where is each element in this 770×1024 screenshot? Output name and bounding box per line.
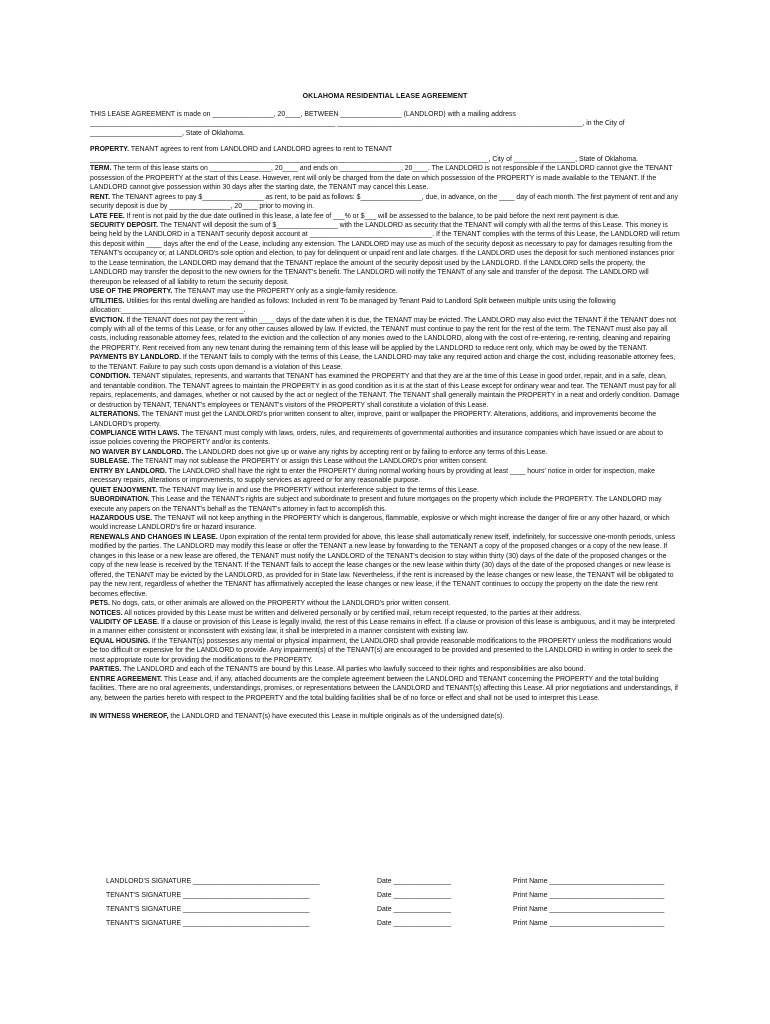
paragraph-text: This Lease and, if any, attached documents are the complete agreement between the LANDLORD and TENANT concerning the PROPERTY and the total building facilities. There are no oral agreements, understandings, promises, or representations between the LANDLORD and TENANT(s) affecting this Lease. All prior negotiations and understandings, if any, between the parties hereto with respect to the PROPERTY and the total building facilities shall be of no force or effect and shall not be used to interpret this Lease.: [90, 675, 678, 702]
subordination-clause: [90, 495, 680, 514]
paragraph-text: The TENANT may not sublease the PROPERTY or assign this Lease without the LANDLORD's prior written consent.: [131, 458, 488, 466]
paragraph-text: The TENANT must comply with laws, orders, rules, and requirements of governmental authorities and insurance companies which have issued or are about to issue policies covering the PROPERTY and/or its contents.: [90, 429, 663, 447]
paragraph-text: Utilities for this rental dwelling are handled as follows: Included in rent To be managed by Tenant Paid to Landlord Split between multiple units using the following allocation:________________________________.: [90, 297, 616, 315]
paragraph-heading: USE OF THE PROPERTY.: [90, 288, 173, 296]
paragraph-text: the LANDLORD and TENANT(s) have executed this Lease in multiple originals as of the undersigned date(s).: [170, 713, 505, 721]
tenant-signature-row: [0, 892, 770, 902]
paragraph-heading: SUBLEASE.: [90, 458, 130, 466]
paragraph-heading: ALTERATIONS.: [90, 411, 140, 419]
tenant-signature-row: [0, 906, 770, 916]
paragraph-text: TENANT agrees to rent from LANDLORD and LANDLORD agrees to rent to TENANT ________________________________________________________________________________________________________, City of ________________, State of Oklahoma.: [90, 146, 638, 163]
print-name-line[interactable]: Print Name ______________________________: [513, 878, 665, 885]
paragraph-heading: VALIDITY OF LEASE.: [90, 619, 160, 627]
quiet-enjoyment-clause: [90, 486, 680, 495]
print-name-line[interactable]: Print Name ______________________________: [513, 906, 665, 913]
condition-clause: [90, 372, 680, 410]
entire-agreement-clause: [90, 675, 680, 703]
paragraph-heading: RENT.: [90, 193, 110, 201]
paragraph-text: TENANT stipulates, represents, and warrants that TENANT has examined the PROPERTY and that they are at the time of this Lease in good order, repair, and in a safe, clean, and tenantable condition. The TENANT agrees to maintain the PROPERTY in as good condition as it is at the start of this Lease except for ordinary wear and tear. The TENANT must pay for all repairs, replacements, and damages, whether or not caused by the act or neglect of the TENANT. The TENANT shall generally maintain the PROPERTY in a neat and orderly condition. Damage or destruction by TENANT, TENANT's employees or TENANT's visitors of the PROPERTY shall constitute a violation of this Lease.: [90, 373, 680, 409]
term-clause: [90, 164, 680, 192]
paragraph-text: THIS LEASE AGREEMENT is made on ________________, 20____, BETWEEN ________________ (LANDLORD) with a mailing address ________________________________________________________________ ________________________________________________________________, in the City of ________________________, State of Oklahoma.: [90, 111, 625, 137]
paragraph-heading: NOTICES.: [90, 609, 123, 617]
paragraph-heading: PETS.: [90, 600, 110, 608]
sublease-clause: [90, 457, 680, 466]
paragraph-text: This Lease and the TENANT's rights are subject and subordinate to present and future mortgages on the property which include the PROPERTY. The LANDLORD may execute any papers on the TENANT's behalf as the TENANT's attorney in fact to accomplish this.: [90, 496, 662, 513]
landlord-signature-row: [0, 878, 770, 888]
paragraph-text: The TENANT will deposit the sum of $________________ with the LANDLORD as security that the TENANT will comply with all the terms of this Lease. This money is being held by the LANDLORD in a TENANT security deposit account at ________________________________. If the TENANT complies with the terms of this Lease, the LANDLORD will return this deposit within ____ days after the end of the Lease, including any extension. The LANDLORD may use as much of the security deposit as necessary to pay for damages resulting from the TENANT's occupancy or, at LANDLORD's sole option and election, to pay for delinquent or unpaid rent and late charges. If the LANDLORD uses the deposit for such mentioned instances prior to the Lease termination, the LANDLORD may demand that the TENANT replace the amount of the security deposit used by the LANDLORD. If the LANDLORD sells the property, the LANDLORD may transfer the deposit to the new owners for the TENANT's benefit. The LANDLORD will notify the TENANT of any sale and transfer of the deposit. The LANDLORD will thereupon be released of all liability to return the security deposit.: [90, 221, 680, 286]
paragraph-text: If the TENANT fails to comply with the terms of this Lease, the LANDLORD may take any required action and charge the cost, including reasonable attorney fees, to the TENANT. Failure to pay such costs upon demand is a violation of this Lease.: [90, 354, 676, 371]
alterations-clause: [90, 410, 680, 429]
signature-line[interactable]: TENANT'S SIGNATURE _________________________________: [106, 920, 310, 927]
payments-by-landlord-clause: [90, 353, 680, 372]
validity-clause: [90, 618, 680, 637]
print-name-line[interactable]: Print Name ______________________________: [513, 892, 665, 899]
paragraph-text: The TENANT must get the LANDLORD's prior written consent to alter, improve, paint or wallpaper the PROPERTY. Alterations, additions, and improvements become the LANDLORD's property.: [90, 411, 657, 428]
paragraph-text: The TENANT agrees to pay $________________ as rent, to be paid as follows: $________________, due, in advance, on the ____ day of each month. The first payment of rent and any security deposit is due by ________________, 20____ prior to moving in.: [90, 193, 678, 211]
paragraph-text: All notices provided by this Lease must be written and delivered personally or by certified mail, return receipt requested, to the parties at their address.: [124, 609, 582, 617]
date-line[interactable]: Date _______________: [377, 892, 451, 899]
paragraph-text: The TENANT may live in and use the PROPERTY without interference subject to the terms of this Lease.: [158, 486, 479, 494]
paragraph-text: Upon expiration of the rental term provided for above, this lease shall automatically renew itself, indefinitely, for successive one-month periods, unless modified by the parties. The LANDLORD may modify this lease or offer the TENANT a new lease by forwarding to the TENANT a copy of the proposed changes or a copy of the new lease. If changes in this lease or a new lease are offered, the TENANT must notify the LANDLORD of the TENANT's decision to stay within thirty (30) days of the date of the proposed changes or the copy of the new lease is received by the TENANT. If the TENANT fails to accept the lease changes or the new lease within thirty (30) days of the date of the proposed changes or new lease is offered, the TENANT may be evicted by the LANDLORD, as provided for in State law. Nevertheless, if the rent is increased by the lease changes or new lease, the TENANT will be obligated to pay the new rent, regardless of whether the TENANT has affirmatively accepted the lease changes or new lease, if the TENANT continues to occupy the property on the date the new rent becomes effective.: [90, 533, 676, 598]
paragraph-heading: PARTIES.: [90, 666, 122, 674]
paragraph-text: The LANDLORD does not give up or waive any rights by accepting rent or by failing to enforce any terms of this Lease.: [185, 448, 548, 456]
paragraph-heading: ENTIRE AGREEMENT.: [90, 675, 163, 683]
paragraph-text: The LANDLORD and each of the TENANTS are bound by this Lease. All parties who lawfully succeed to their rights and responsibilities are also bound.: [123, 666, 586, 674]
paragraph-text: No dogs, cats, or other animals are allowed on the PROPERTY without the LANDLORD's prior written consent.: [111, 600, 451, 608]
renewals-clause: [90, 533, 680, 599]
compliance-clause: [90, 429, 680, 448]
paragraph-heading: SUBORDINATION.: [90, 496, 150, 504]
lease-body: [90, 110, 680, 722]
paragraph-heading: IN WITNESS WHEREOF,: [90, 713, 169, 721]
paragraph-text: The TENANT will not keep anything in the PROPERTY which is dangerous, flammable, explosive or which might increase the danger of fire or any other hazard, or which would increase LANDLORD's fire or hazard insurance.: [90, 515, 670, 532]
paragraph-heading: UTILITIES.: [90, 297, 125, 305]
paragraph-heading: EQUAL HOUSING.: [90, 637, 150, 645]
eviction-clause: [90, 316, 680, 354]
date-line[interactable]: Date _______________: [377, 906, 451, 913]
signature-line[interactable]: TENANT'S SIGNATURE _________________________________: [106, 892, 310, 899]
property-clause: [90, 145, 680, 164]
paragraph-heading: TERM.: [90, 165, 112, 173]
paragraph-heading: ENTRY BY LANDLORD.: [90, 467, 167, 475]
no-waiver-clause: [90, 448, 680, 457]
hazardous-use-clause: [90, 514, 680, 533]
paragraph-heading: COMPLIANCE WITH LAWS.: [90, 429, 180, 437]
paragraph-heading: LATE FEE.: [90, 212, 125, 220]
entry-by-landlord-clause: [90, 467, 680, 486]
date-line[interactable]: Date _______________: [377, 878, 451, 885]
paragraph-text: The term of this lease starts on ________________, 20____ and ends on ________________, 20____. The LANDLORD is not responsible if the LANDLORD cannot give the TENANT possession of the PROPERTY at the start of this Lease. However, rent will only be charged from the date on which possession of the PROPERTY is made available to the TENANT. If the LANDLORD cannot give possession within 30 days after the starting date, the TENANT may cancel this Lease.: [90, 165, 673, 192]
security-deposit-clause: [90, 221, 680, 287]
paragraph-heading: EVICTION.: [90, 316, 125, 324]
paragraph-text: If the TENANT does not pay the rent within ____ days of the date when it is due, the TENANT may be evicted. The LANDLORD may also evict the TENANT if the TENANT does not comply with all of the terms of this Lease, or for any other causes allowed by law. If evicted, the TENANT must continue to pay the rent for the rest of the term. The TENANT must also pay all costs, including reasonable attorney fees, related to the eviction and the collection of any monies owed to the LANDLORD, along with the cost of re-entering, re-renting, cleaning and repairing the PROPERTY. Rent received from any new tenant during the remaining term of this lease will be applied by the LANDLORD to reduce rent only, which may be owed by the TENANT.: [90, 316, 677, 352]
paragraph-heading: CONDITION.: [90, 373, 131, 381]
utilities-clause: [90, 297, 680, 316]
paragraph-heading: SECURITY DEPOSIT.: [90, 221, 159, 229]
intro-paragraph: [90, 110, 680, 138]
parties-clause: [90, 665, 680, 674]
witness-clause: [90, 712, 680, 721]
rent-clause: [90, 193, 680, 212]
paragraph-text: If the TENANT(s) possesses any mental or physical impairment, the LANDLORD shall provide reasonable modifications to the PROPERTY unless the modifications would be too difficult or expensive for the LANDLORD to provide. Any impairment(s) of the TENANT(s) are encouraged to be provided and presented to the LANDLORD in writing in order to seek the most appropriate route for providing the modifications to the PROPERTY.: [90, 637, 673, 664]
paragraph-heading: HAZARDOUS USE.: [90, 515, 153, 523]
document-title: OKLAHOMA RESIDENTIAL LEASE AGREEMENT: [302, 93, 468, 100]
use-of-property-clause: [90, 287, 680, 296]
paragraph-text: The TENANT may use the PROPERTY only as a single-family residence.: [174, 288, 398, 296]
date-line[interactable]: Date _______________: [377, 920, 451, 927]
late-fee-clause: [90, 212, 680, 221]
equal-housing-clause: [90, 637, 680, 665]
paragraph-text: The LANDLORD shall have the right to enter the PROPERTY during normal working hours by providing at least ____ hours' notice in order for inspection, make necessary repairs, alterations or improvements, to supply services as agreed or for any reasonable purpose.: [90, 467, 655, 485]
signature-line[interactable]: TENANT'S SIGNATURE _________________________________: [106, 906, 310, 913]
paragraph-text: If a clause or provision of this Lease is legally invalid, the rest of this Lease remains in effect. If a clause or provision of this lease is ambiguous, and it may be interpreted in a manner either consistent or inconsistent with existing law, it shall be interpreted in a manner consistent with existing law.: [90, 619, 675, 636]
pets-clause: [90, 599, 680, 608]
paragraph-heading: PAYMENTS BY LANDLORD.: [90, 354, 181, 362]
print-name-line[interactable]: Print Name ______________________________: [513, 920, 665, 927]
notices-clause: [90, 609, 680, 618]
signature-line[interactable]: LANDLORD'S SIGNATURE _________________________________: [106, 878, 320, 885]
paragraph-text: If rent is not paid by the due date outlined in this lease, a late fee of ___% or $___ will be assessed to the balance, to be paid before the next rent payment is due.: [126, 212, 620, 220]
tenant-signature-row: [0, 920, 770, 930]
paragraph-heading: NO WAIVER BY LANDLORD.: [90, 448, 184, 456]
paragraph-heading: QUIET ENJOYMENT.: [90, 486, 158, 494]
paragraph-heading: RENEWALS AND CHANGES IN LEASE.: [90, 533, 218, 541]
paragraph-heading: PROPERTY.: [90, 146, 130, 154]
